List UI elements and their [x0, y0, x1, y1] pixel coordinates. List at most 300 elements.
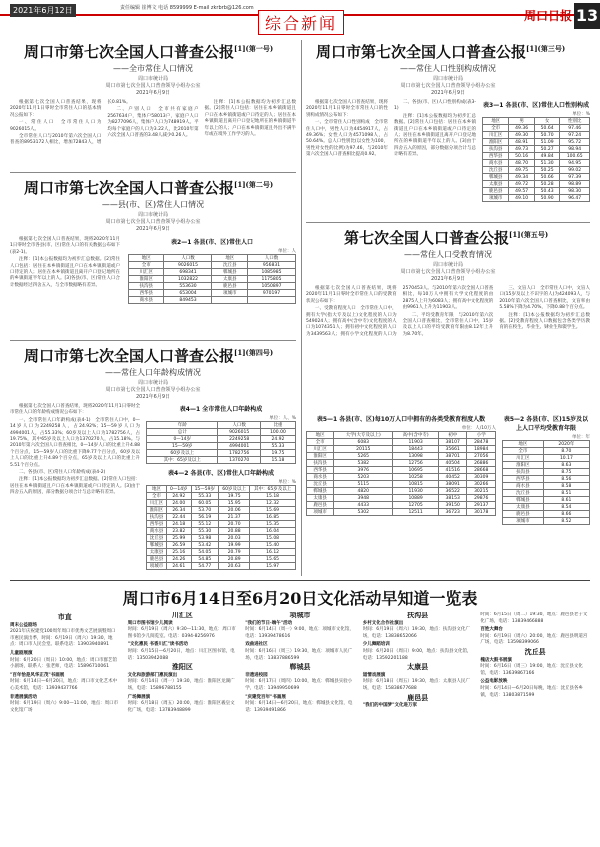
table-cell: 淮阳区	[147, 507, 167, 514]
bulletin-1	[10, 40, 296, 170]
table-cell: 商水县	[147, 528, 167, 535]
bulletin-3-body: 根据第七次全国人口普查结果，现将2020年11月1日零时全市常住人口的性别构成情况公布如下： 一、全市常住人口性别构成 全市常住人口中，男性人口为4454917人，占49.36%；女性人口为4571098人，占50.64%。总人口性别比(以女性为100，男性对女性的比例)为97.46，与2010年第六次全国人口普查相比提高0.92。 二、各县(市、区)人口性别构成(表3-1) 注释：[1]本公报数据均为初步汇总数据。[2]常住人口包括：居住在本乡镇街道且户口在本乡镇街道或户口待定的人；居住在本乡镇街道且离开户口登记地所在的乡镇街道半年以上的人。[3]由于四舍五入的原因，部分数据分项合计与总计略有差异。	[306, 100, 476, 158]
table-4-2-title: 表4—2 各县(市、区)常住人口年龄构成	[168, 470, 274, 477]
table-cell: 郸城县	[147, 542, 167, 549]
table-cell: 4433	[334, 502, 393, 509]
events-region-heading: 鹿邑县	[407, 693, 429, 702]
table-row	[147, 535, 296, 542]
table-cell: 鹿邑县	[483, 188, 509, 195]
table-cell: 24.61	[167, 563, 191, 570]
table-cell: 4994001	[218, 443, 260, 450]
newspaper-logo: 周口日报	[523, 9, 572, 23]
event-details: 时间：6月16日（周三）19:30，地点：项城市人民广场，电话：13837886599	[245, 648, 353, 661]
table-cell: 38153	[438, 495, 466, 502]
table-row	[147, 429, 296, 436]
table-cell: 1782756	[218, 450, 260, 457]
table-cell: 11903	[393, 439, 439, 446]
bulletin-3-byline: 周口市统计局 周口市第七次全国人口普查领导小组办公室 2021年6月9日	[400, 76, 496, 96]
table-cell: 川汇区	[147, 500, 167, 507]
bulletin-4	[10, 344, 296, 576]
event-name: "庆建党百年"书画展	[245, 694, 286, 700]
table-cell: 56.19	[191, 514, 219, 521]
table-cell: 扶沟县	[483, 146, 509, 153]
event-details: 时间：6月18日（周五）19:30，地点：太康县人民广场，电话：15838677688	[362, 679, 470, 691]
table-row	[147, 457, 296, 464]
table-2-1	[128, 237, 296, 304]
event-details: 时间：6月15日（周二）19:30，地点：鹿邑县老子文化广场，电话：13839466888	[480, 612, 588, 624]
table-cell: 25.99	[167, 535, 191, 542]
page-number: 13	[574, 3, 600, 29]
table-cell: 24.18	[167, 521, 191, 528]
table-cell: 96.47	[560, 195, 590, 202]
event-name: 槐店大鼓书展演	[480, 657, 512, 663]
table-row	[503, 462, 590, 469]
table-cell: 22.44	[167, 514, 191, 521]
event-details: 时间：6月18日（周五）20:00，地点：淮阳区羲皇文化广场，电话：13783948899	[127, 701, 235, 713]
table-cell: 太康县	[503, 504, 544, 511]
table-cell: 53.70	[191, 507, 219, 514]
table-row	[147, 542, 296, 549]
table-5-2-title: 表5—2 各县(市、区)15岁及以上人口平均受教育年限	[503, 416, 589, 432]
table-cell: 15.97	[250, 563, 296, 570]
table-cell: 51.09	[534, 139, 560, 146]
table-cell: 40504	[438, 460, 466, 467]
table-row	[147, 528, 296, 535]
table-cell: 12756	[393, 460, 439, 467]
table-row	[147, 549, 296, 556]
event-details: 时间：6月16日（周三）19:00，地点：沈丘县文化馆，电话：13639867166	[480, 664, 583, 676]
table-row	[129, 276, 296, 283]
bulletin-4-subtitle: ——常住人口年龄构成情况	[105, 368, 201, 377]
events-region-heading: 沈丘县	[524, 647, 546, 656]
table-cell: 49.34	[509, 174, 535, 181]
table-cell: 郸城县	[307, 488, 334, 495]
event-details: 时间：6月20日（周日）9:00，地点：扶沟县文化馆，电话：13592201188	[362, 648, 472, 661]
table-cell	[212, 297, 247, 304]
event-name: "我们的节日·端午"活动	[245, 620, 293, 626]
event-entry	[10, 623, 120, 649]
divider	[306, 222, 590, 223]
table-4-2-grid	[146, 485, 296, 570]
table-cell: 淮阳区	[483, 139, 509, 146]
table-5-1-grid	[306, 431, 496, 516]
event-details: 时间：6月14日（周一）19:30，地点：淮阳区龙湖广场，电话：15896788155	[127, 679, 235, 691]
table-row	[129, 290, 296, 297]
table-cell: 15.08	[250, 535, 296, 542]
table-row	[483, 125, 590, 132]
table-cell: 5115	[334, 481, 393, 488]
table-cell: 51.30	[534, 160, 560, 167]
event-details: 时间：6月14日—6月20日，地点：郸城县文化馆，电话：13939491866	[245, 701, 353, 713]
table-cell: 27056	[467, 453, 496, 460]
table-header-cell: 年龄	[147, 422, 218, 429]
event-entry	[363, 621, 473, 641]
events-region-heading: 淮阳区	[171, 663, 193, 672]
table-cell: 30309	[467, 474, 496, 481]
table-cell: 39150	[438, 502, 466, 509]
table-header-cell: 地区	[147, 486, 167, 493]
event-entry	[128, 642, 238, 662]
table-cell: 8.75	[543, 469, 589, 476]
table-header-cell: 人口数	[247, 255, 295, 262]
event-entry	[10, 673, 120, 693]
table-cell: 项城市	[307, 509, 334, 516]
table-cell: 49.57	[509, 188, 535, 195]
table-cell: 西华县	[483, 153, 509, 160]
table-cell: 商水县	[503, 483, 544, 490]
table-cell: 川汇区	[307, 446, 334, 453]
table-cell: 50.25	[534, 167, 560, 174]
table-2-1-unit: 单位：人	[278, 249, 296, 254]
table-cell: 15.95	[219, 500, 250, 507]
bulletin-5-title: 第七次全国人口普查公报$^{[1](第五号)}$	[344, 229, 549, 247]
table-cell: 94.95	[560, 160, 590, 167]
table-cell: 8.52	[543, 518, 589, 525]
bulletin-2-subtitle: ——县(市、区)常住人口情况	[101, 200, 205, 209]
section-name: 综合新闻	[258, 10, 344, 35]
table-cell: 50.43	[534, 188, 560, 195]
table-cell: 项城市	[147, 563, 167, 570]
table-cell: 全市	[483, 125, 509, 132]
table-cell: 24.92	[260, 436, 295, 443]
bulletin-4-byline: 周口市统计局 周口市第七次全国人口普查领导小组办公室 2021年6月9日	[105, 380, 201, 400]
event-entry	[10, 651, 120, 671]
table-cell: 19.75	[260, 450, 295, 457]
event-entry	[10, 695, 120, 715]
table-cell: 3948	[334, 495, 393, 502]
table-cell: 50.90	[534, 195, 560, 202]
table-cell: 849453	[164, 297, 212, 304]
table-cell: 20.70	[219, 521, 250, 528]
bulletin-3	[306, 40, 590, 220]
table-header-cell: 地区	[129, 255, 164, 262]
table-row	[147, 521, 296, 528]
table-cell: 55.33	[191, 493, 219, 500]
table-cell: 1050897	[247, 283, 295, 290]
table-4-1-unit: 单位：人、%	[269, 416, 296, 421]
table-row	[503, 455, 590, 462]
event-name: 戏曲进社区	[245, 642, 268, 648]
table-cell: 26.59	[167, 542, 191, 549]
table-header-row	[129, 255, 296, 262]
event-entry	[480, 658, 590, 678]
table-cell: 0—14岁	[147, 436, 218, 443]
table-row	[483, 181, 590, 188]
table-cell: 沈丘县	[503, 490, 544, 497]
table-cell: 15.18	[250, 493, 296, 500]
table-row	[307, 474, 496, 481]
table-header-cell: 60岁及以上	[219, 486, 250, 493]
table-cell: 20.03	[219, 535, 250, 542]
table-cell: 95.72	[560, 139, 590, 146]
table-cell: 12705	[393, 502, 439, 509]
bulletin-2-byline: 周口市统计局 周口市第七次全国人口普查领导小组办公室 2021年6月9日	[105, 212, 201, 232]
table-cell: 29876	[467, 495, 496, 502]
table-cell: 60.05	[191, 500, 219, 507]
table-cell: 淮阳区	[129, 276, 164, 283]
table-cell: 15—59岁	[147, 443, 218, 450]
event-entry	[245, 621, 355, 641]
table-row	[147, 436, 296, 443]
table-cell: 太康县	[147, 549, 167, 556]
table-row	[483, 139, 590, 146]
table-row	[483, 146, 590, 153]
table-cell: 15.69	[250, 507, 296, 514]
table-cell: 鹿邑县	[147, 556, 167, 563]
table-cell: 沈丘县	[483, 167, 509, 174]
table-cell: 全市	[129, 262, 164, 269]
table-cell: 沈丘县	[212, 262, 247, 269]
table-cell: 99.02	[560, 167, 590, 174]
table-cell: 西华县	[307, 467, 334, 474]
event-details: 时间：6月19日（周六）20:00，地点：鹿邑县明道宫广场，电话：13598399066	[480, 633, 588, 646]
table-cell: 鹿邑县	[307, 502, 334, 509]
table-cell: 50.27	[534, 146, 560, 153]
event-entry	[363, 642, 473, 662]
table-cell: 川汇区	[129, 269, 164, 276]
table-cell	[247, 297, 295, 304]
table-4-2-unit: 单位：%	[278, 480, 296, 485]
table-cell: 36522	[438, 488, 466, 495]
table-header-cell: 人口数	[164, 255, 212, 262]
table-cell: 48.91	[509, 139, 535, 146]
table-row	[503, 511, 590, 518]
table-cell: 3976	[334, 467, 393, 474]
table-cell: 26886	[467, 460, 496, 467]
bulletin-2-body: 根据第七次全国人口普查结果，现将2020年11月1日零时全市各县(市、区)常住人口的有关数据公布如下(表2-1)。 注释：[1]本公报数据均为初步汇总数据。[2]常住人口包括：居住在本乡镇街道且户口在本乡镇街道或户口待定的人；居住在本乡镇街道且离开户口登记地所在的乡镇街道半年以上的人。[3]各县(市、区)常住人口合计数据经过四舍五入，与全市数据略有差异。	[10, 237, 120, 288]
table-cell: 沈丘县	[307, 481, 334, 488]
table-cell: 98.30	[560, 188, 590, 195]
events-region-heading: 扶沟县	[407, 612, 429, 619]
table-cell: 总计	[147, 429, 218, 436]
table-cell: 1175805	[247, 276, 295, 283]
table-row	[503, 476, 590, 483]
table-header-cell: 性别比	[560, 118, 590, 125]
table-cell: 19.99	[219, 542, 250, 549]
bulletin-4-body: 根据第七次全国人口普查结果，现将2020年11月1日零时全市常住人口的年龄构成情况公布如下： 一、全市常住人口年龄构成(表4-1) 全市常住人口中，0—14岁人口为2249258人，占24.92%；15—59岁人口为4994001人，占55.33%；60岁及以上人口为1782756人，占19.75%，其中65岁及以上人口为1370270人，占15.18%。与2010年第六次全国人口普查相比，0—14岁人口的比重上升4.88个百分点，15—59岁人口的比重下降9.77个百分点，60岁及以上人口的比重上升4.89个百分点，65岁及以上人口的比重上升5.51个百分点。 二、各县(市、区)常住人口年龄构成(表4-2) 注释：[1]本公报数据均为初步汇总数据。[2]常住人口包括：居住在本乡镇街道且户口在本乡镇街道或户口待定的人。[3]由于四舍五入的原因，部分数据分项合计与总计略有差异。	[10, 404, 140, 496]
divider	[10, 172, 296, 173]
table-cell: 20115	[334, 446, 393, 453]
table-cell: 30178	[467, 509, 496, 516]
table-cell: 12.32	[250, 500, 296, 507]
table-row	[129, 283, 296, 290]
table-cell: 10695	[393, 467, 439, 474]
table-header-cell: 地区	[307, 432, 334, 439]
table-cell: 其中：65岁及以上	[147, 457, 218, 464]
bulletin-5-byline: 周口市统计局 周口市第七次全国人口普查领导小组办公室 2021年6月9日	[400, 262, 496, 282]
bulletin-1-byline: 周口市统计局 周口市第七次全国人口普查领导小组办公室 2021年6月9日	[105, 76, 201, 96]
table-header-cell: 15—59岁	[191, 486, 219, 493]
table-cell: 10.17	[543, 455, 589, 462]
table-row	[147, 507, 296, 514]
table-cell: 川汇区	[503, 455, 544, 462]
table-cell: 48.70	[509, 160, 535, 167]
table-cell: 55.33	[260, 443, 295, 450]
bulletin-4-title: 周口市第七次全国人口普查公报$^{[1](第四号)}$	[24, 347, 274, 365]
table-cell: 4820	[334, 488, 393, 495]
table-5-1-unit: 单位：人/10万人	[461, 426, 496, 431]
table-header-row	[483, 118, 590, 125]
table-cell: 郸城县	[212, 269, 247, 276]
bulletin-3-title: 周口市第七次全国人口普查公报$^{[1](第三号)}$	[316, 43, 566, 61]
events-region-heading: 市直	[57, 613, 72, 621]
editor-line: 责任编辑 崔博文 电话 8599999 E-mail zkrbrb@126.com	[120, 5, 254, 11]
table-row	[129, 269, 296, 276]
table-row	[483, 160, 590, 167]
bulletin-2	[10, 176, 296, 338]
table-row	[483, 153, 590, 160]
table-row	[503, 490, 590, 497]
table-cell: 8.63	[543, 462, 589, 469]
table-cell: 13098	[393, 453, 439, 460]
table-cell: 19.75	[219, 493, 250, 500]
table-cell: 9026015	[164, 262, 212, 269]
table-cell: 扶沟县	[147, 514, 167, 521]
table-cell: 97.39	[560, 174, 590, 181]
bulletin-1-body: 根据第七次全国人口普查结果，现将2020年11月1日零时全市常住人口的基本情况公报如下： 一、常住人口 全市常住人口为9026015人。 全市常住人口与2010年第六次全国人口普查的8953172人相比，增加72843人，增长0.81%。 二、户别人口 全市共有家庭户2567634户，集体户58013户，家庭户人口为8277096人，集体户人口为748919人。平均每个家庭户的人口为3.22人，比2010年第六次全国人口普查的3.48人减少0.26人。 注释：[1]本公报数据均为初步汇总数据。[2]常住人口包括：居住在本乡镇街道且户口在本乡镇街道或户口待定的人；居住在本乡镇街道且离开户口登记地所在的乡镇街道半年以上的人；户口在本乡镇街道且外出不满半年或在境外工作学习的人。	[10, 100, 296, 146]
bulletin-1-subtitle: ——全市常住人口情况	[113, 64, 193, 73]
table-cell: 18443	[393, 446, 439, 453]
table-row	[503, 497, 590, 504]
table-cell: 5382	[334, 460, 393, 467]
table-cell: 49.73	[509, 146, 535, 153]
table-header-cell: 大学(大专及以上)	[334, 432, 393, 439]
table-cell: 15.40	[250, 542, 296, 549]
table-cell: 鹿邑县	[212, 283, 247, 290]
table-cell: 653004	[164, 290, 212, 297]
table-cell: 98.94	[560, 146, 590, 153]
event-name: 周末公益剧场	[10, 622, 37, 628]
table-3-1-title: 表3—1 各县(市、区)常住人口性别构成	[483, 102, 589, 109]
section-divider	[10, 580, 590, 581]
table-cell: 扶沟县	[503, 469, 544, 476]
table-row	[147, 450, 296, 457]
event-entry	[128, 621, 238, 641]
table-header-cell: 地区	[483, 118, 509, 125]
event-details: 2021年庆祝建党100周年周口市优秀文艺展演暨周口市惠民演出季，时间：6月19日（周六）19:30，地点：周口市人民会堂。联系电话：13903940891	[10, 629, 116, 648]
table-cell: 98.89	[560, 181, 590, 188]
table-row	[503, 469, 590, 476]
table-cell: 沈丘县	[147, 535, 167, 542]
event-details: 时间：6月14日—6月20日，地点：周口市文化艺术中心美术馆，电话：13939437766	[10, 679, 118, 691]
event-name: 周口市图书馆少儿阅读	[127, 620, 173, 626]
table-header-cell: 其中：65岁及以上	[250, 486, 296, 493]
table-header-cell: 0—14岁	[167, 486, 191, 493]
table-cell: 55.30	[191, 528, 219, 535]
event-name: 乡村文化合作社演出	[362, 620, 404, 626]
table-header-cell: 高中(含中专)	[393, 432, 439, 439]
table-cell: 15.18	[260, 457, 295, 464]
event-name: 非遗展演活动	[10, 694, 37, 700]
table-cell: 35661	[438, 446, 466, 453]
table-cell: 10815	[393, 481, 439, 488]
event-name: "文化惠民 书香川汇"读书活动	[127, 642, 188, 648]
table-cell: 97.46	[560, 125, 590, 132]
bulletin-5-body: 根据第七次全国人口普查结果，现将2020年11月1日零时全市常住人口的受教育状况公布如下： 一、受教育程度人口 全市常住人口中，拥有大学(指大专及以上)文化程度的人口为549024人；拥有高中(含中专)文化程度的人口为1074351人；拥有初中文化程度的人口为3439563人；拥有小学文化程度的人口为2570453人。与2010年第六次全国人口普查相比，每10万人中拥有大学文化程度的由2875人上升为6083人；拥有高中文化程度的由9961人上升为11903人。 二、平均受教育年限 与2010年第六次全国人口普查相比，全市常住人口中，15岁及以上人口的平均受教育年限由8.12年上升为8.70年。 三、文盲人口 全市常住人口中，文盲人口(15岁及以上不识字的人)为424093人，与2010年第六次全国人口普查相比，文盲率由5.58%下降为4.70%，下降0.88个百分点。 注释：[1]本公报数据均为初步汇总数据。[2]受教育程度人口数据包含各类学历教育的在校生、毕业生、肄业生和辍学生。	[306, 286, 590, 337]
table-cell: 项城市	[483, 195, 509, 202]
table-cell: 10889	[393, 495, 439, 502]
table-cell: 49.84	[534, 153, 560, 160]
events-region-heading: 郸城县	[289, 663, 311, 672]
event-details: 时间：6月19日（周六）9:00—11:00，地点：周口市文化馆广场	[10, 701, 119, 713]
event-name: 非遗进校园	[245, 672, 268, 678]
event-entry	[363, 673, 473, 693]
table-cell: 西华县	[129, 290, 164, 297]
table-header-cell: 初中	[438, 432, 466, 439]
table-cell: 50.70	[534, 132, 560, 139]
table-5-1	[306, 414, 496, 525]
table-cell: 16.12	[250, 549, 296, 556]
table-cell: 扶沟县	[307, 460, 334, 467]
table-5-2-grid	[502, 440, 590, 525]
table-cell: 1032822	[164, 276, 212, 283]
table-header-cell: 女	[534, 118, 560, 125]
table-cell: 55.12	[191, 521, 219, 528]
event-name: "百年恰是风华正茂"书画展	[10, 672, 65, 678]
table-4-1-grid	[146, 421, 296, 464]
table-cell: 11930	[393, 488, 439, 495]
event-details: 时间：6月14日—6月20日每晚，地点：沈丘县各乡镇，电话：13803871599	[480, 685, 584, 698]
table-cell: 全市	[147, 493, 167, 500]
table-header-cell: 人口数	[218, 422, 260, 429]
event-entry	[245, 673, 355, 693]
table-row	[503, 448, 590, 455]
table-cell: 49.30	[509, 132, 535, 139]
table-cell: 49.36	[509, 125, 535, 132]
table-cell: 38701	[438, 453, 466, 460]
divider	[10, 340, 296, 341]
table-cell: 553630	[164, 283, 212, 290]
table-cell: 15.65	[250, 556, 296, 563]
table-header-cell: 小学	[467, 432, 496, 439]
events-region-heading: 项城市	[289, 612, 311, 619]
bulletin-5-subtitle: ——常住人口受教育情况	[404, 250, 492, 259]
bulletin-1-title: 周口市第七次全国人口普查公报$^{[1](第一号)}$	[24, 43, 274, 61]
table-cell: 淮阳区	[307, 453, 334, 460]
table-cell: 20.63	[219, 563, 250, 570]
table-cell: 18984	[467, 446, 496, 453]
table-cell: 太康县	[483, 181, 509, 188]
event-name: 公益电影放映	[480, 679, 508, 685]
issue-date: 2021年6月12日	[10, 4, 76, 17]
table-row	[307, 488, 496, 495]
column-divider	[301, 40, 302, 576]
table-row	[307, 481, 496, 488]
table-cell: 太康县	[212, 276, 247, 283]
event-details: 时间：6月20日（周日）10:00，地点：周口市群艺馆小剧场，联系人：张老师，电话：15896710061	[10, 657, 118, 670]
table-cell: 50.66	[534, 174, 560, 181]
table-cell: 15.35	[250, 521, 296, 528]
table-cell: 项城市	[503, 518, 544, 525]
table-row	[483, 188, 590, 195]
table-row	[129, 297, 296, 304]
table-row	[307, 446, 496, 453]
table-cell: 20.79	[219, 549, 250, 556]
table-cell: 全市	[307, 439, 334, 446]
table-row	[307, 467, 496, 474]
table-header-row	[147, 486, 296, 493]
event-details: 时间：6月15日—6月20日，地点：川汇区图书馆，电话：13503942088	[127, 648, 235, 661]
table-cell: 8.51	[543, 490, 589, 497]
table-header-cell: 地区	[503, 441, 544, 448]
table-cell: 8.66	[543, 511, 589, 518]
table-cell: 西华县	[147, 521, 167, 528]
table-3-1-unit: 单位：%	[572, 112, 590, 117]
table-row	[307, 495, 496, 502]
table-cell: 16.85	[250, 514, 296, 521]
table-cell: 1370270	[218, 457, 260, 464]
event-name: 文化和旅游部门惠民演出	[127, 672, 178, 678]
